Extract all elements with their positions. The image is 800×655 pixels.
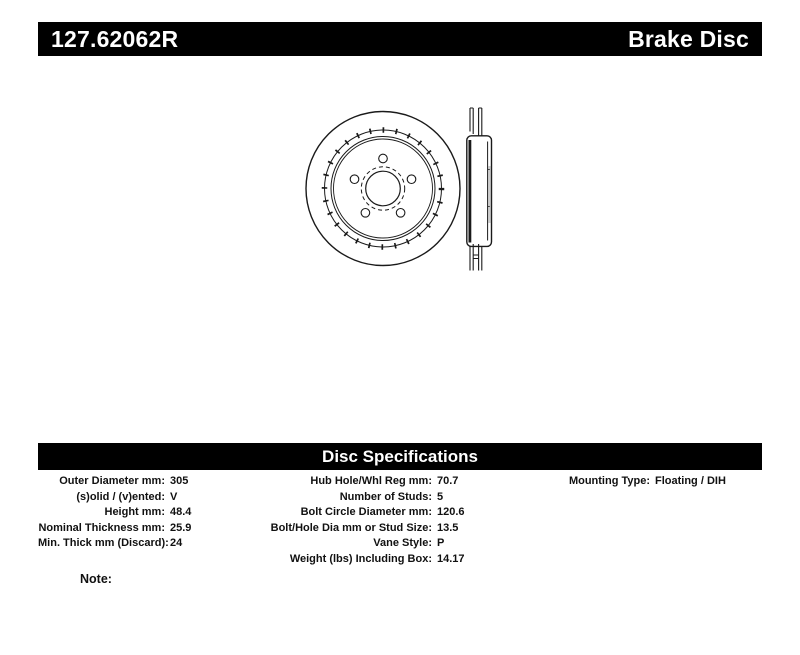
- part-number: 127.62062R: [51, 25, 179, 52]
- spec-value: 14.17: [437, 552, 465, 565]
- stud-hole-icon: [361, 209, 370, 218]
- spec-section-header: [38, 443, 762, 470]
- spec-column-right: [530, 474, 762, 490]
- spec-label: (s)olid / (v)ented:: [76, 490, 165, 503]
- hub-register-dashed-icon: [361, 167, 404, 210]
- spec-row-weight: [260, 552, 522, 568]
- stud-hole-icon: [396, 209, 405, 218]
- spec-value: 5: [437, 490, 444, 503]
- spec-row-bolt-hole-dia: [260, 521, 522, 537]
- spec-value: V: [170, 490, 178, 503]
- stud-hole-icon: [407, 175, 416, 184]
- spec-row-nominal-thickness: [38, 521, 268, 537]
- spec-value: 48.4: [170, 506, 192, 518]
- spec-label: Bolt/Hole Dia mm or Stud Size:: [270, 521, 432, 534]
- spec-label: Weight (lbs) Including Box:: [289, 552, 432, 565]
- brake-disc-cross-section-icon: [467, 108, 492, 271]
- header-bar: [38, 22, 762, 56]
- spec-row-vane-style: [260, 536, 522, 552]
- spec-row-solid-vented: [38, 490, 268, 506]
- spec-value: 70.7: [437, 475, 459, 487]
- note-label: Note:: [80, 572, 112, 586]
- spec-label: Number of Studs:: [339, 490, 432, 503]
- spec-row-outer-diameter: [38, 474, 268, 490]
- spec-label: Height mm:: [104, 506, 165, 518]
- spec-column-middle: [260, 474, 522, 567]
- spec-value: 305: [170, 475, 189, 487]
- spec-value: P: [437, 537, 445, 549]
- spec-value: 25.9: [170, 521, 192, 534]
- hub-hole-icon: [366, 171, 401, 206]
- stud-hole-icon: [379, 154, 388, 163]
- spec-row-height: [38, 505, 268, 521]
- spec-value: 120.6: [437, 506, 465, 518]
- spec-label: Outer Diameter mm:: [59, 475, 165, 487]
- spec-value: Floating / DIH: [655, 475, 726, 487]
- spec-row-bolt-circle-diameter: [260, 505, 522, 521]
- spec-value: 24: [170, 537, 183, 549]
- spec-row-mounting-type: [530, 474, 762, 490]
- spec-row-min-thick: [38, 536, 268, 552]
- spec-label: Vane Style:: [373, 537, 432, 549]
- product-type-title: Brake Disc: [628, 25, 749, 52]
- spec-label: Mounting Type:: [568, 475, 650, 487]
- brake-disc-technical-drawing: [288, 95, 505, 280]
- spec-row-number-of-studs: [260, 490, 522, 506]
- stud-hole-icon: [350, 175, 359, 184]
- spec-label: Nominal Thickness mm:: [38, 521, 165, 534]
- spec-label: Min. Thick mm (Discard):: [38, 537, 169, 549]
- spec-value: 13.5: [437, 521, 459, 534]
- spec-label: Bolt Circle Diameter mm:: [300, 506, 432, 518]
- spec-row-hub-hole: [260, 474, 522, 490]
- spec-label: Hub Hole/Whl Reg mm:: [310, 475, 432, 487]
- spec-section-title: Disc Specifications: [322, 446, 478, 466]
- spec-column-left: [38, 474, 268, 552]
- brake-disc-front-view-icon: [306, 112, 460, 266]
